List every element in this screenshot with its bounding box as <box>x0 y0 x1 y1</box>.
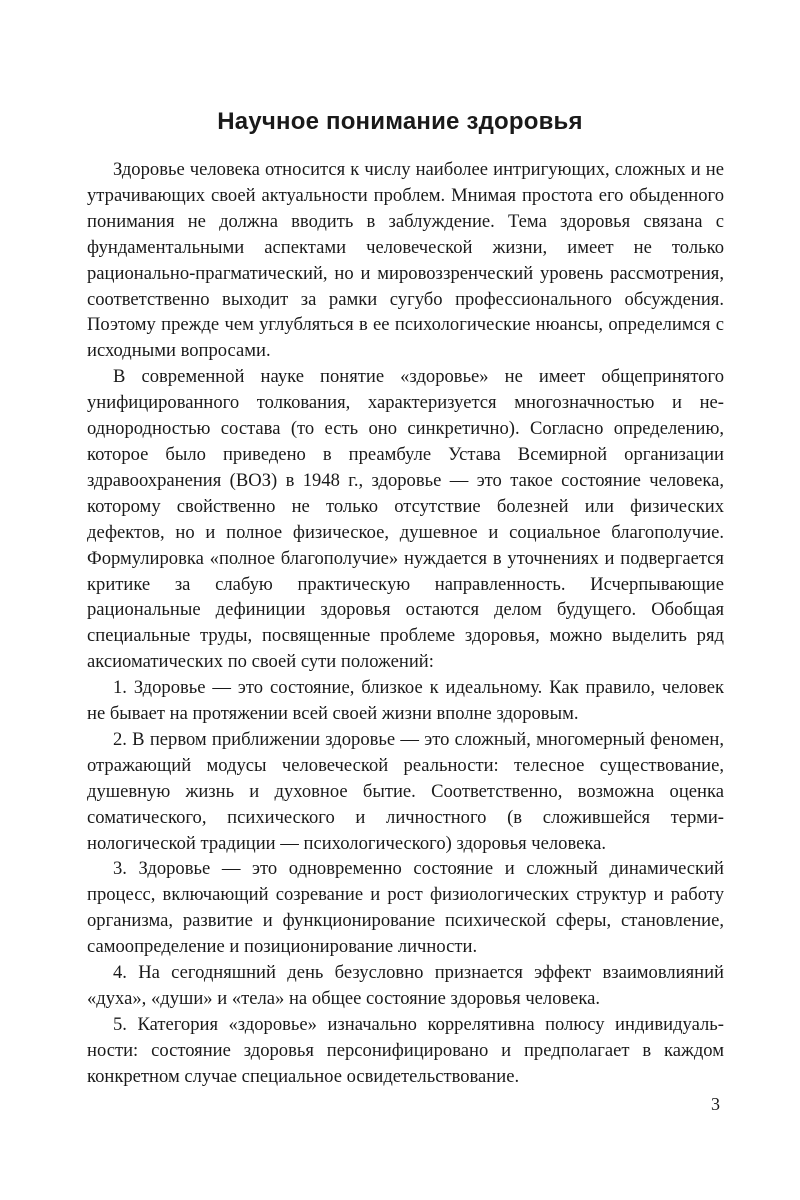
list-item-2: 2. В первом приближении здоровье — это сложный, многомерный феномен, отражающий модусы человеческой реальности: телесное существование, душевную жизнь и духовное бытие. Соответственно, возможна оценка соматического, психического и личностного (в сложившейся терминологической традиции — психологического) здоровья человека. <box>87 728 724 854</box>
list-item-3: 3. Здоровье — это одновременно состояние и сложный динамический процесс, включающий созревание и рост физиологических структур и работу организма, развитие и функционирование психической сферы, становление, самоопределение и позиционирование личности. <box>87 858 724 958</box>
body-text <box>87 157 724 1090</box>
paragraph-intro: Здоровье человека относится к числу наиболее интригующих, сложных и не утрачивающих своей актуальности проблем. Мнимая простота его обыденного понимания не должна вводить в заблуждение. Тема здоровья связана с фундаментальными аспектами человеческой жизни, имеет не только рационально-прагматический, но и мировоззренческий уровень рассмотрения, соответственно выходит за рамки сугубо профессионального обсуждения. Поэтому прежде чем углубляться в ее психологические нюансы, определимся с исходными вопросами. <box>87 159 724 362</box>
paragraph-definition: В современной науке понятие «здоровье» не имеет общепринятого унифицированного толкования, характеризуется многозначностью и неоднородностью состава (то есть оно синкретично). Согласно определению, которое было приведено в преамбуле Устава Всемирной организации здравоохранения (ВОЗ) в 1948 г., здоровье — это такое состояние человека, которому свойственно не только отсутствие болезней или физических дефектов, но и полное физическое, душевное и социальное благополучие. Формулировка «полное благополучие» нуждается в уточнениях и подвергается критике за слабую практическую направленность. Исчерпывающие рациональные дефиниции здоровья остаются делом будущего. Обобщая специальные труды, посвященные проблеме здоровья, можно выделить ряд аксиоматических по своей сути положений: <box>87 366 724 673</box>
list-item-1: 1. Здоровье — это состояние, близкое к идеальному. Как правило, человек не бывает на протяжении всей своей жизни вполне здоровым. <box>87 677 724 725</box>
page-title: Научное понимание здоровья <box>217 108 583 135</box>
list-item-4: 4. На сегодняшний день безусловно признается эффект взаимовлияний «духа», «души» и «тела» на общее состояние здоровья человека. <box>87 962 724 1009</box>
page-number: 3 <box>711 1094 720 1114</box>
list-item-5: 5. Категория «здоровье» изначально коррелятивна полюсу индивидуальности: состояние здоровья персонифицировано и предполагает в каждом конкретном случае специальное освидетельствование. <box>87 1013 724 1087</box>
